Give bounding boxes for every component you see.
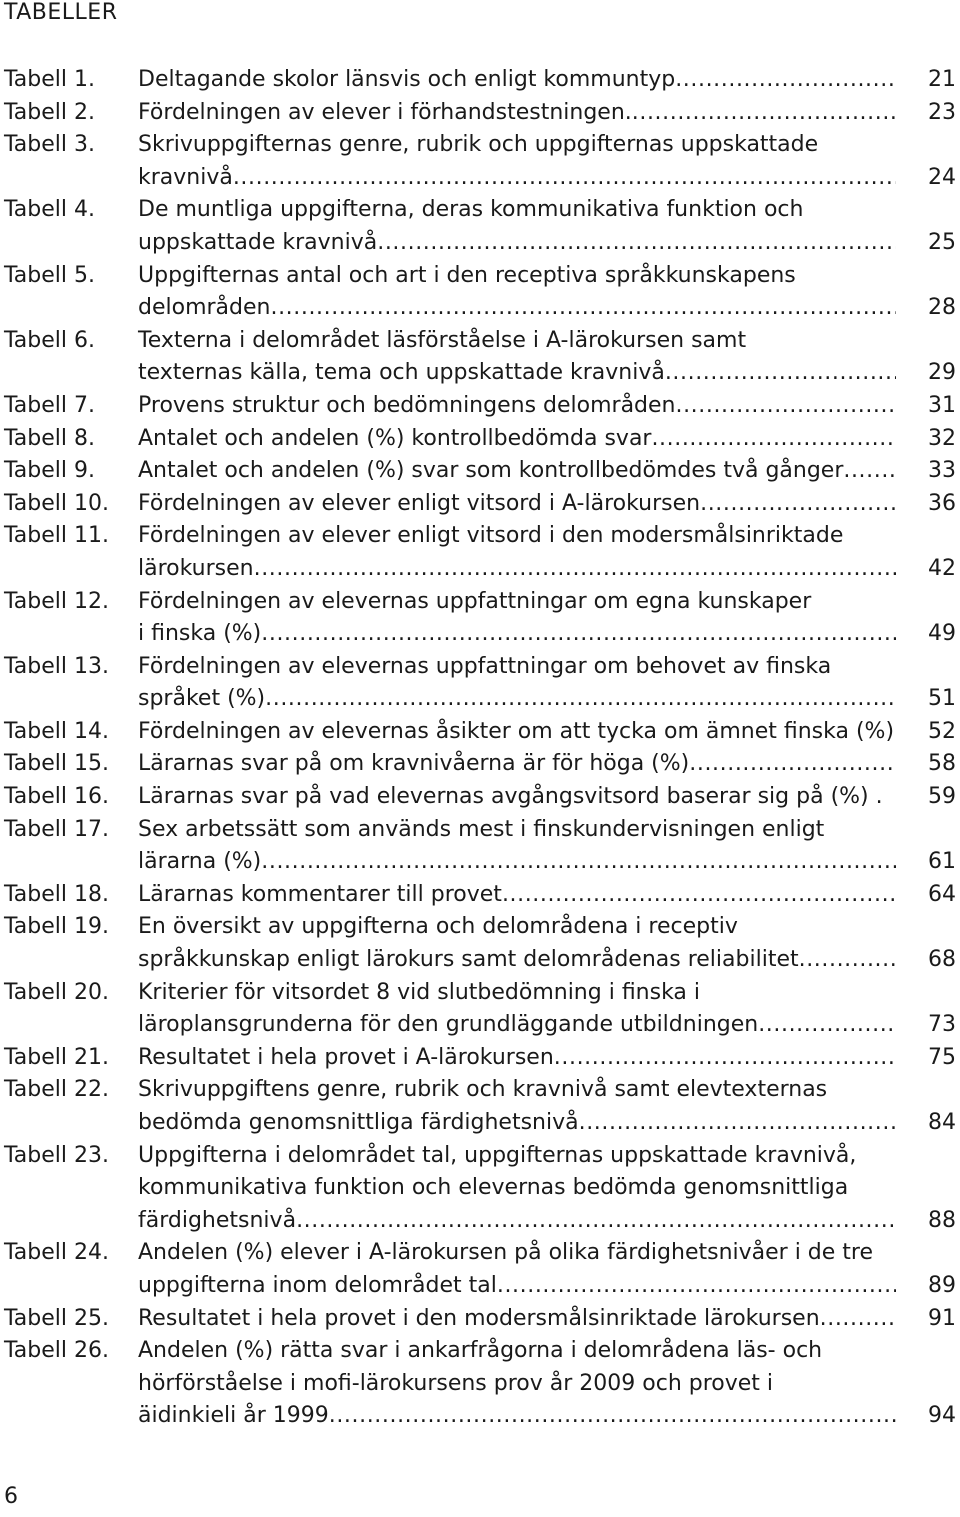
toc-entry-line — [138, 1107, 956, 1140]
toc-entry-title: texternas källa, tema och uppskattade kravnivå — [138, 360, 665, 386]
toc-entry-page: 51 — [928, 686, 956, 712]
toc-entry-line — [138, 227, 956, 260]
dot-leader — [261, 846, 896, 879]
toc-entry-line — [138, 1368, 956, 1401]
toc-entry-page: 21 — [928, 67, 956, 92]
toc-entry-page: 36 — [928, 490, 956, 516]
toc-entry-label: Tabell 8. — [4, 425, 95, 451]
toc-entry[interactable] — [4, 520, 956, 585]
dot-leader — [377, 227, 896, 260]
toc-entry-body — [138, 488, 956, 521]
toc-entry-label: Tabell 6. — [4, 327, 95, 353]
toc-entry[interactable] — [4, 586, 956, 651]
toc-entry[interactable] — [4, 1303, 956, 1336]
toc-entry[interactable] — [4, 97, 956, 130]
toc-entry-line — [138, 1400, 956, 1433]
toc-entry-title: läroplansgrunderna för den grundläggande utbildningen — [138, 1012, 759, 1038]
toc-entry-page: 68 — [928, 947, 956, 973]
toc-entry-line — [138, 1172, 956, 1205]
toc-entry-body — [138, 1140, 956, 1238]
toc-entry-body — [138, 455, 956, 488]
dot-leader — [675, 64, 896, 97]
toc-entry-title: Uppgifternas antal och art i den receptiva språkkunskapens — [138, 262, 796, 288]
toc-entry-line — [138, 64, 956, 97]
toc-entry-title: En översikt av uppgifterna och delområdena i receptiv — [138, 914, 738, 940]
section-heading: TABELLER — [4, 0, 118, 25]
toc-entry-title: Fördelningen av elevernas åsikter om att tycka om ämnet finska (%) — [138, 718, 895, 744]
toc-entry-line — [138, 1303, 956, 1336]
toc-entry-title: kommunikativa funktion och elevernas bedömda genomsnittliga — [138, 1175, 849, 1201]
toc-entry-label: Tabell 9. — [4, 458, 95, 484]
toc-entry-line — [138, 520, 956, 553]
toc-entry-page: 59 — [928, 784, 956, 810]
toc-entry-label: Tabell 13. — [4, 653, 109, 679]
toc-entry[interactable] — [4, 651, 956, 716]
toc-entry-label: Tabell 10. — [4, 490, 109, 516]
toc-entry-title: Sex arbetssätt som används mest i finskundervisningen enligt — [138, 816, 825, 842]
toc-entry-title: Fördelningen av elever enligt vitsord i A-lärokursen — [138, 490, 701, 516]
toc-entry[interactable] — [4, 64, 956, 97]
toc-entry-title: Andelen (%) elever i A-lärokursen på olika färdighetsnivåer i de tre — [138, 1240, 874, 1266]
toc-entry[interactable] — [4, 879, 956, 912]
toc-entry-line — [138, 390, 956, 423]
toc-entry-body — [138, 64, 956, 97]
toc-entry-title: lärokursen — [138, 555, 254, 581]
toc-entry[interactable] — [4, 1237, 956, 1302]
toc-entry-label: Tabell 15. — [4, 751, 109, 777]
toc-entry-page: 75 — [928, 1044, 956, 1070]
toc-entry-title: äidinkieli år 1999 — [138, 1403, 329, 1429]
toc-entry-label: Tabell 1. — [4, 67, 95, 92]
toc-entry-line — [138, 1335, 956, 1368]
toc-entry-line — [138, 423, 956, 456]
toc-entry-title: hörförståelse i mofi-lärokursens prov år 2009 och provet i — [138, 1370, 774, 1396]
toc-entry-title: Deltagande skolor länsvis och enligt kommuntyp — [138, 67, 676, 92]
toc-entry-body — [138, 129, 956, 194]
toc-entry-page: 64 — [928, 881, 956, 907]
toc-entry-body — [138, 748, 956, 781]
toc-entry-title: bedömda genomsnittliga färdighetsnivå — [138, 1110, 579, 1135]
toc-entry-page: 61 — [928, 849, 956, 875]
toc-entry[interactable] — [4, 814, 956, 879]
toc-entry-page: 29 — [928, 360, 956, 386]
toc-entry[interactable] — [4, 423, 956, 456]
toc-entry[interactable] — [4, 390, 956, 423]
toc-entry-title: Resultatet i hela provet i den modersmålsinriktade lärokursen — [138, 1305, 820, 1331]
toc-entry-label: Tabell 16. — [4, 784, 109, 810]
toc-entry-label: Tabell 7. — [4, 392, 95, 418]
toc-entry-line — [138, 846, 956, 879]
toc-entry-body — [138, 520, 956, 585]
toc-entry-page: 24 — [928, 164, 956, 190]
toc-entry-line — [138, 357, 956, 390]
toc-entry-body — [138, 325, 956, 390]
dot-leader — [554, 1042, 896, 1075]
toc-entry-line — [138, 879, 956, 912]
toc-entry-body — [138, 911, 956, 976]
toc-entry-label: Tabell 23. — [4, 1142, 109, 1168]
toc-entry-title: lärarna (%) — [138, 849, 262, 875]
toc-entry[interactable] — [4, 781, 956, 814]
toc-entry-line — [138, 1237, 956, 1270]
toc-entry-body — [138, 586, 956, 651]
toc-entry-page: 25 — [928, 229, 956, 255]
toc-entry-body — [138, 651, 956, 716]
dot-leader — [497, 1270, 896, 1303]
dot-leader — [265, 683, 896, 716]
toc-entry-page: 23 — [928, 99, 956, 125]
toc-entry-page: 52 — [928, 718, 956, 744]
table-of-contents — [4, 64, 956, 1433]
toc-entry[interactable] — [4, 194, 956, 259]
toc-entry-label: Tabell 25. — [4, 1305, 109, 1331]
toc-entry-title: Skrivuppgifternas genre, rubrik och uppgifternas uppskattade — [138, 132, 819, 158]
toc-entry-title: färdighetsnivå — [138, 1207, 297, 1233]
toc-entry-title: uppgifterna inom delområdet tal — [138, 1272, 497, 1298]
toc-entry-line — [138, 618, 956, 651]
toc-entry-title: delområden — [138, 295, 271, 321]
toc-entry-line — [138, 1270, 956, 1303]
toc-entry-label: Tabell 11. — [4, 523, 109, 549]
toc-entry-title: språket (%) — [138, 686, 266, 712]
dot-leader — [579, 1107, 896, 1140]
toc-entry-line — [138, 194, 956, 227]
toc-entry-body — [138, 97, 956, 130]
toc-entry-line — [138, 455, 956, 488]
toc-entry-label: Tabell 24. — [4, 1240, 109, 1266]
toc-entry[interactable] — [4, 455, 956, 488]
toc-entry-title: språkkunskap enligt lärokurs samt delområdenas reliabilitet — [138, 947, 799, 973]
toc-entry-title: De muntliga uppgifterna, deras kommunikativa funktion och — [138, 197, 804, 223]
toc-entry-title: Fördelningen av elever i förhandstestningen. — [138, 99, 632, 125]
toc-entry-title: Antalet och andelen (%) kontrollbedömda svar — [138, 425, 652, 451]
dot-leader — [233, 162, 896, 195]
dot-leader — [665, 357, 896, 390]
toc-entry-title: i finska (%) — [138, 621, 262, 647]
toc-entry-body — [138, 1237, 956, 1302]
toc-entry[interactable] — [4, 1335, 956, 1433]
toc-entry-line — [138, 944, 956, 977]
toc-entry-body — [138, 1074, 956, 1139]
toc-entry-body — [138, 423, 956, 456]
toc-entry-page: 88 — [928, 1207, 956, 1233]
toc-entry-line — [138, 1009, 956, 1042]
toc-entry-page: 42 — [928, 555, 956, 581]
toc-entry[interactable] — [4, 260, 956, 325]
toc-entry-page: 33 — [928, 458, 956, 484]
dot-leader — [689, 748, 896, 781]
toc-entry-page: 58 — [928, 751, 956, 777]
toc-entry-label: Tabell 26. — [4, 1338, 109, 1364]
toc-entry-line — [138, 977, 956, 1010]
toc-entry-line — [138, 488, 956, 521]
toc-entry-body — [138, 814, 956, 879]
toc-entry-title: Texterna i delområdet läsförståelse i A-lärokursen samt — [138, 327, 747, 353]
toc-entry-line — [138, 260, 956, 293]
dot-leader — [676, 390, 897, 423]
toc-entry-title: Fördelningen av elevernas uppfattningar om behovet av finska — [138, 653, 832, 679]
toc-entry-line — [138, 162, 956, 195]
toc-entry[interactable] — [4, 911, 956, 976]
toc-entry-line — [138, 553, 956, 586]
toc-entry[interactable] — [4, 325, 956, 390]
toc-entry[interactable] — [4, 1042, 956, 1075]
toc-entry-title: Skrivuppgiftens genre, rubrik och kravnivå samt elevtexternas — [138, 1077, 828, 1103]
toc-entry[interactable] — [4, 977, 956, 1042]
toc-entry-line — [138, 1074, 956, 1107]
toc-entry-body — [138, 716, 956, 749]
toc-entry-label: Tabell 17. — [4, 816, 109, 842]
toc-entry-body — [138, 977, 956, 1042]
toc-entry-line — [138, 97, 956, 130]
toc-entry[interactable] — [4, 748, 956, 781]
toc-entry[interactable] — [4, 716, 956, 749]
dot-leader — [820, 1303, 896, 1336]
toc-entry-page: 32 — [928, 425, 956, 451]
toc-entry-title: uppskattade kravnivå — [138, 229, 378, 255]
toc-entry-label: Tabell 12. — [4, 588, 109, 614]
toc-entry-title: Resultatet i hela provet i A-lärokursen — [138, 1044, 554, 1070]
toc-entry-line — [138, 781, 956, 814]
toc-entry-label: Tabell 20. — [4, 979, 109, 1005]
toc-entry-label: Tabell 3. — [4, 132, 95, 158]
dot-leader — [799, 944, 896, 977]
dot-leader — [700, 488, 896, 521]
toc-entry-title: Kriterier för vitsordet 8 vid slutbedömning i finska i — [138, 979, 701, 1005]
toc-entry-line — [138, 651, 956, 684]
toc-entry-body — [138, 260, 956, 325]
toc-entry-line — [138, 292, 956, 325]
toc-entry-label: Tabell 21. — [4, 1044, 109, 1070]
toc-entry-page: 91 — [928, 1305, 956, 1331]
toc-entry[interactable] — [4, 1074, 956, 1139]
toc-entry[interactable] — [4, 488, 956, 521]
dot-leader — [632, 97, 896, 130]
dot-leader — [270, 292, 896, 325]
dot-leader — [758, 1009, 896, 1042]
toc-entry-body — [138, 1303, 956, 1336]
toc-entry-label: Tabell 5. — [4, 262, 95, 288]
toc-entry-title: Lärarnas svar på vad elevernas avgångsvitsord baserar sig på (%) . — [138, 784, 883, 810]
toc-entry-body — [138, 781, 956, 814]
toc-entry-body — [138, 879, 956, 912]
toc-entry-title: Andelen (%) rätta svar i ankarfrågorna i delområdena läs- och — [138, 1338, 823, 1364]
toc-entry-line — [138, 325, 956, 358]
toc-entry-line — [138, 129, 956, 162]
toc-entry-line — [138, 683, 956, 716]
toc-entry-body — [138, 390, 956, 423]
toc-entry-line — [138, 586, 956, 619]
toc-entry[interactable] — [4, 129, 956, 194]
toc-entry-label: Tabell 2. — [4, 99, 95, 125]
toc-entry-label: Tabell 19. — [4, 914, 109, 940]
spacer — [883, 781, 896, 814]
toc-entry-title: Provens struktur och bedömningens delområden — [138, 392, 676, 418]
page-number: 6 — [4, 1484, 18, 1509]
toc-entry-line — [138, 748, 956, 781]
toc-entry-body — [138, 194, 956, 259]
dot-leader — [261, 618, 896, 651]
dot-leader — [651, 423, 896, 456]
toc-entry-label: Tabell 18. — [4, 881, 109, 907]
toc-entry-label: Tabell 14. — [4, 718, 109, 744]
toc-entry-line — [138, 911, 956, 944]
toc-entry-page: 49 — [928, 621, 956, 647]
toc-entry-title: Uppgifterna i delområdet tal, uppgifternas uppskattade kravnivå, — [138, 1142, 857, 1168]
toc-entry-body — [138, 1335, 956, 1433]
toc-entry-title: Fördelningen av elever enligt vitsord i den modersmålsinriktade — [138, 523, 844, 549]
toc-entry-label: Tabell 22. — [4, 1077, 109, 1103]
dot-leader — [296, 1205, 896, 1238]
dot-leader — [843, 455, 896, 488]
dot-leader — [254, 553, 896, 586]
toc-entry-title: Antalet och andelen (%) svar som kontrollbedömdes två gånger — [138, 458, 844, 484]
toc-entry[interactable] — [4, 1140, 956, 1238]
toc-entry-page: 31 — [928, 392, 956, 418]
toc-entry-page: 84 — [928, 1110, 956, 1135]
dot-leader — [502, 879, 896, 912]
toc-entry-title: Lärarnas svar på om kravnivåerna är för höga (%) — [138, 751, 690, 777]
toc-entry-title: Lärarnas kommentarer till provet — [138, 881, 502, 907]
toc-entry-page: 73 — [928, 1012, 956, 1038]
toc-entry-line — [138, 1140, 956, 1173]
toc-entry-label: Tabell 4. — [4, 197, 95, 223]
toc-entry-line — [138, 716, 956, 749]
toc-entry-body — [138, 1042, 956, 1075]
toc-entry-page: 94 — [928, 1403, 956, 1429]
toc-entry-line — [138, 1042, 956, 1075]
toc-entry-page: 89 — [928, 1272, 956, 1298]
toc-entry-page: 28 — [928, 295, 956, 321]
toc-entry-line — [138, 814, 956, 847]
toc-entry-title: Fördelningen av elevernas uppfattningar om egna kunskaper — [138, 588, 812, 614]
dot-leader — [329, 1400, 896, 1433]
toc-entry-line — [138, 1205, 956, 1238]
toc-entry-title: kravnivå — [138, 164, 233, 190]
